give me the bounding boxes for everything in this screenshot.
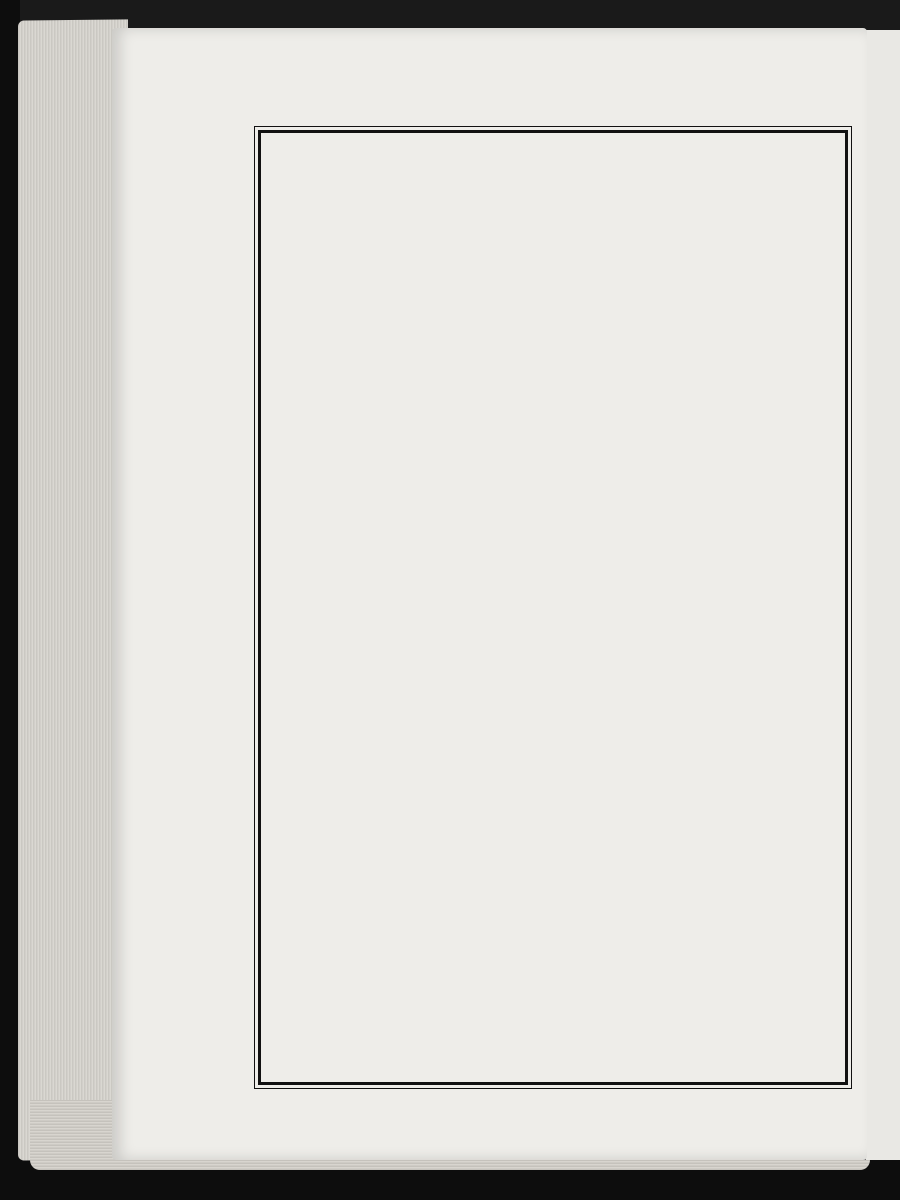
text-frame	[258, 130, 848, 1085]
